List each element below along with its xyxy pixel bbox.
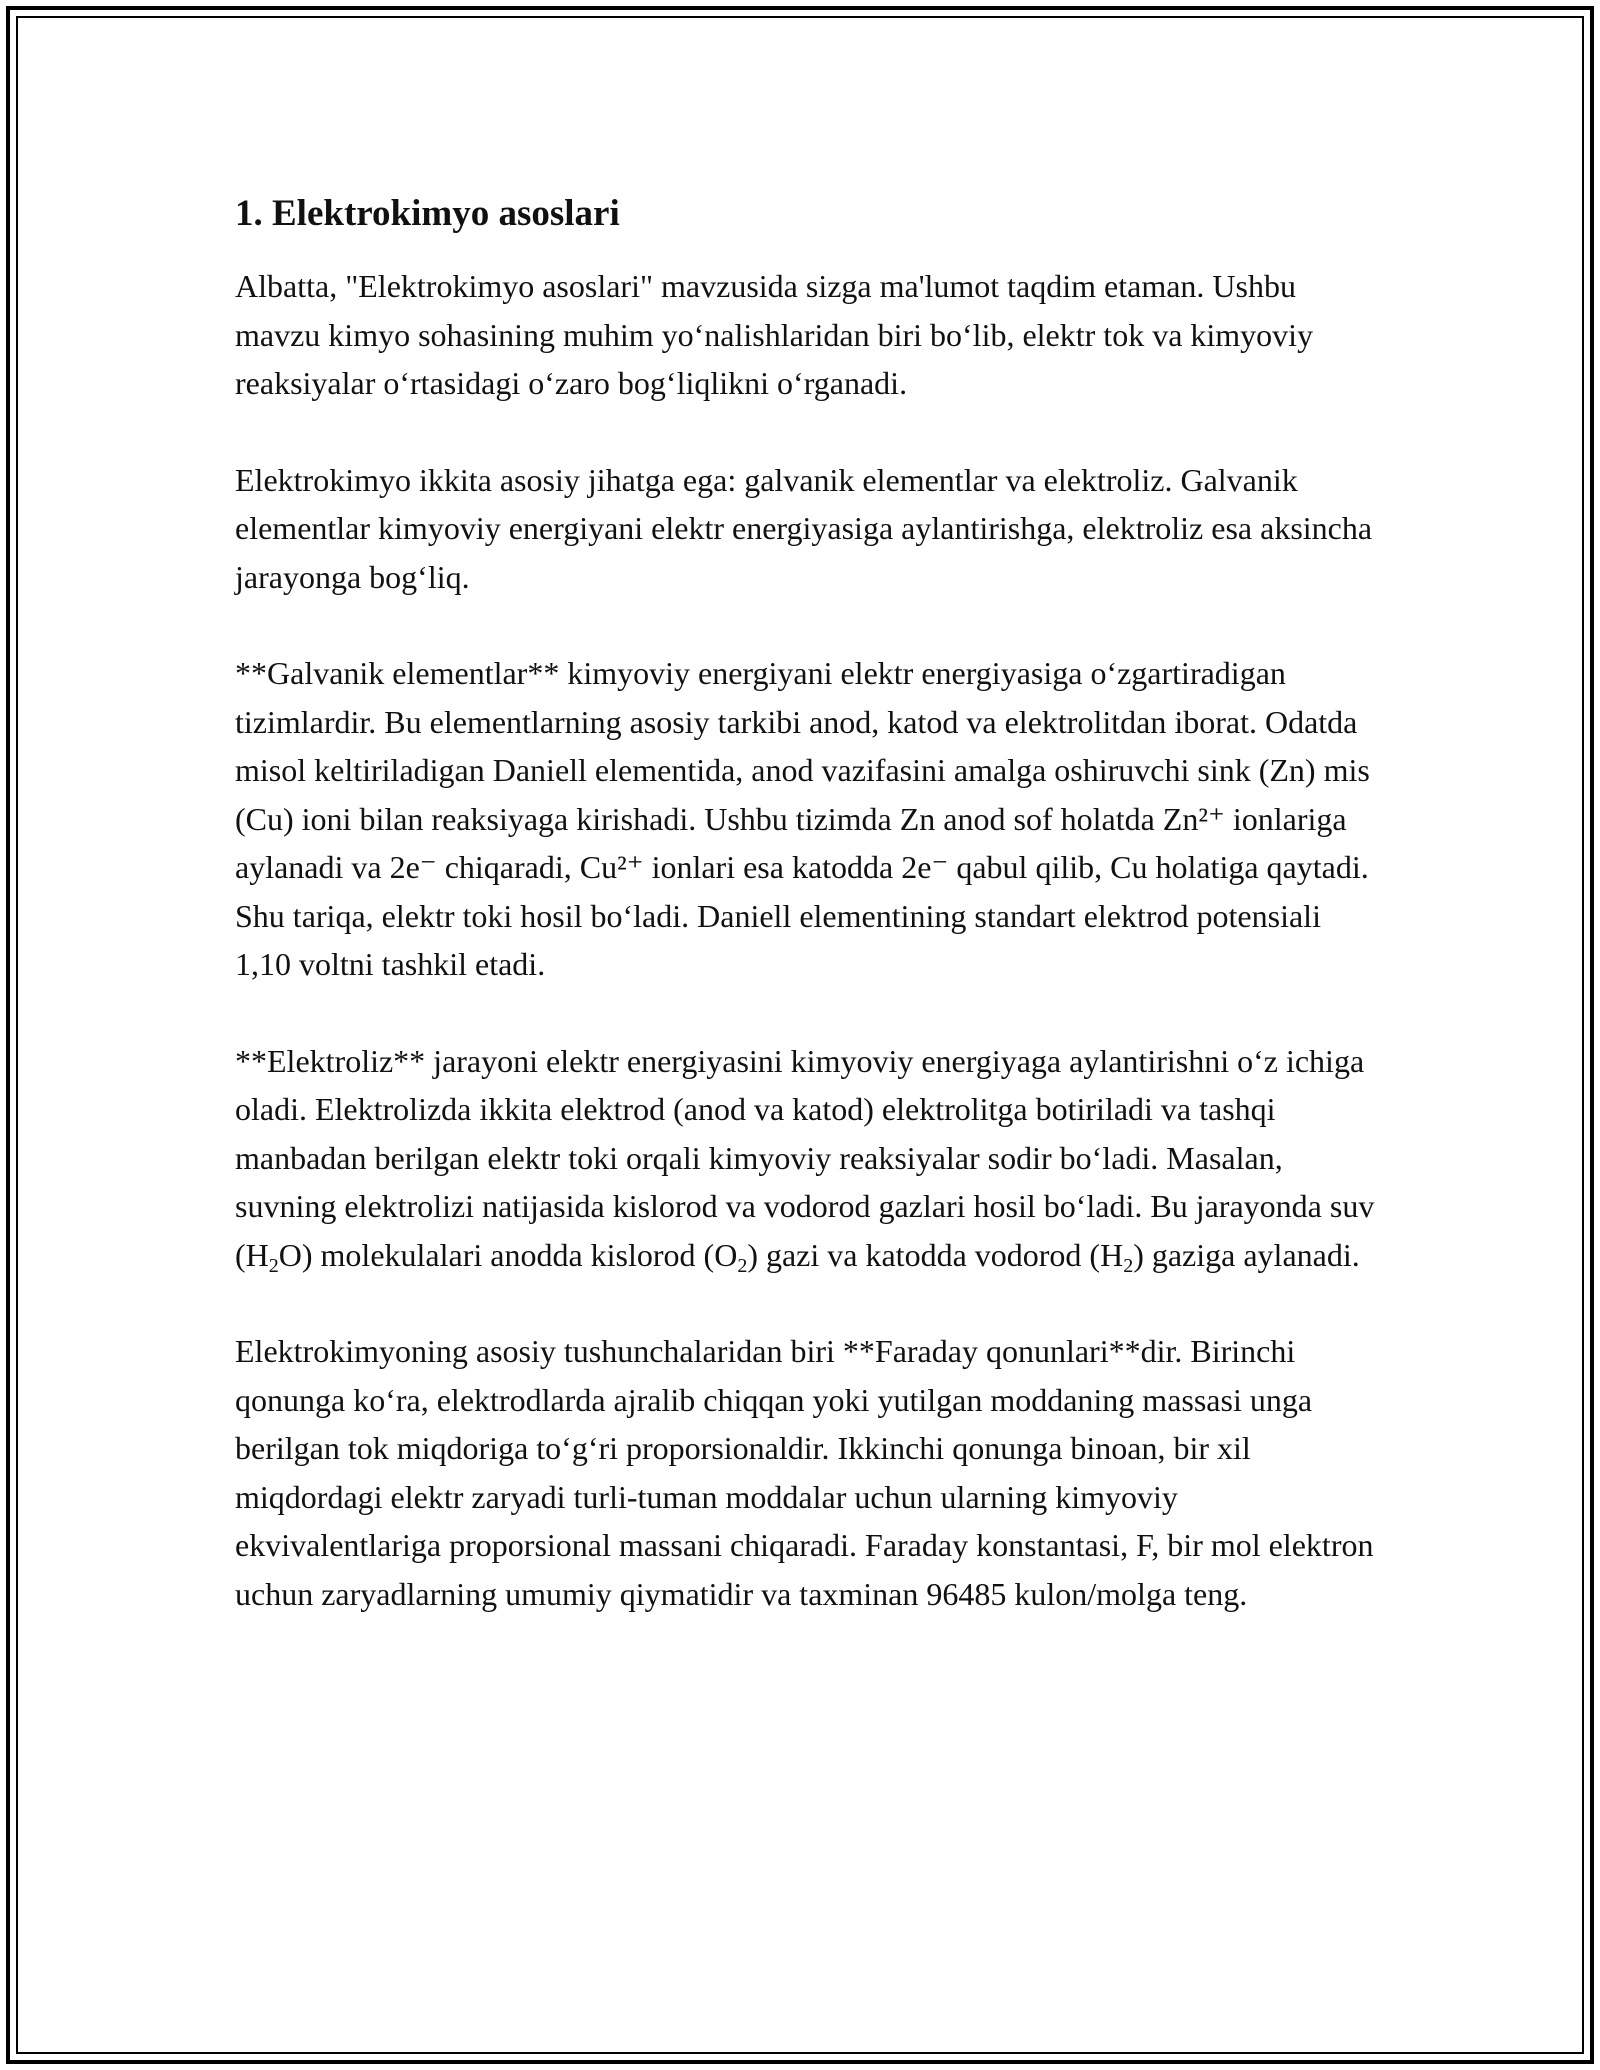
document-body (235, 190, 1375, 1666)
subscript-h2: 2 (1123, 1254, 1134, 1277)
subscript-h2o: 2 (268, 1254, 279, 1277)
paragraph-intro: Albatta, "Elektrokimyo asoslari" mavzusida sizga ma'lumot taqdim etaman. Ushbu mavzu kimyo sohasining muhim yo‘nalishlaridan biri bo‘lib, elektr tok va kimyoviy reaksiyalar o‘rtasidagi o‘zaro bog‘liqlikni o‘rganadi. (235, 268, 1314, 401)
paragraph-electrolysis (235, 1037, 1375, 1280)
subscript-o2: 2 (737, 1254, 748, 1277)
electrolysis-text-1: **Elektroliz** jarayoni elektr energiyasini kimyoviy energiyaga aylantirishni o‘z ichiga oladi. Elektrolizda ikkita elektrod (anod va katod) elektrolitga botiriladi va tashqi manbadan berilgan elektr toki orqali kimyoviy reaksiyalar sodir bo‘ladi. Masalan, suvning elektrolizi natijasida kislorod va vodorod gazlari hosil bo‘ladi. Bu jarayonda suv (H (235, 1042, 1375, 1273)
paragraph-aspects: Elektrokimyo ikkita asosiy jihatga ega: galvanik elementlar va elektroliz. Galvanik elementlar kimyoviy energiyani elektr energiyasiga aylantirishga, elektroliz esa aksincha jarayonga bog‘liq. (235, 461, 1373, 595)
electrolysis-text-4: ) gaziga aylanadi. (1133, 1236, 1360, 1273)
electrolysis-text-3: ) gazi va katodda vodorod (H (747, 1236, 1124, 1273)
section-heading: 1. Elektrokimyo asoslari (235, 193, 620, 234)
paragraph-galvanic: **Galvanik elementlar** kimyoviy energiyani elektr energiyasiga o‘zgartiradigan tizimlardir. Bu elementlarning asosiy tarkibi anod, katod va elektrolitdan iborat. Odatda misol keltiriladigan Daniell elementida, anod vazifasini amalga oshiruvchi sink (Zn) mis (Cu) ioni bilan reaksiyaga kirishadi. Ushbu tizimda Zn anod sof holatda Zn²⁺ ionlariga aylanadi va 2e⁻ chiqaradi, Cu²⁺ ionlari esa katodda 2e⁻ qabul qilib, Cu holatiga qaytadi. Shu tariqa, elektr toki hosil bo‘ladi. Daniell elementining standart elektrod potensiali 1,10 voltni tashkil etadi. (235, 655, 1370, 982)
electrolysis-text-2: O) molekulalari anodda kislorod (O (278, 1236, 738, 1273)
paragraph-faraday: Elektrokimyoning asosiy tushunchalaridan biri **Faraday qonunlari**dir. Birinchi qonunga ko‘ra, elektrodlarda ajralib chiqqan yoki yutilgan moddaning massasi unga berilgan tok miqdoriga to‘g‘ri proporsionaldir. Ikkinchi qonunga binoan, bir xil miqdordagi elektr zaryadi turli-tuman moddalar uchun ularning kimyoviy ekvivalentlariga proporsional massani chiqaradi. Faraday konstantasi, F, bir mol elektron uchun zaryadlarning umumiy qiymatidir va taxminan 96485 kulon/molga teng. (235, 1333, 1374, 1612)
